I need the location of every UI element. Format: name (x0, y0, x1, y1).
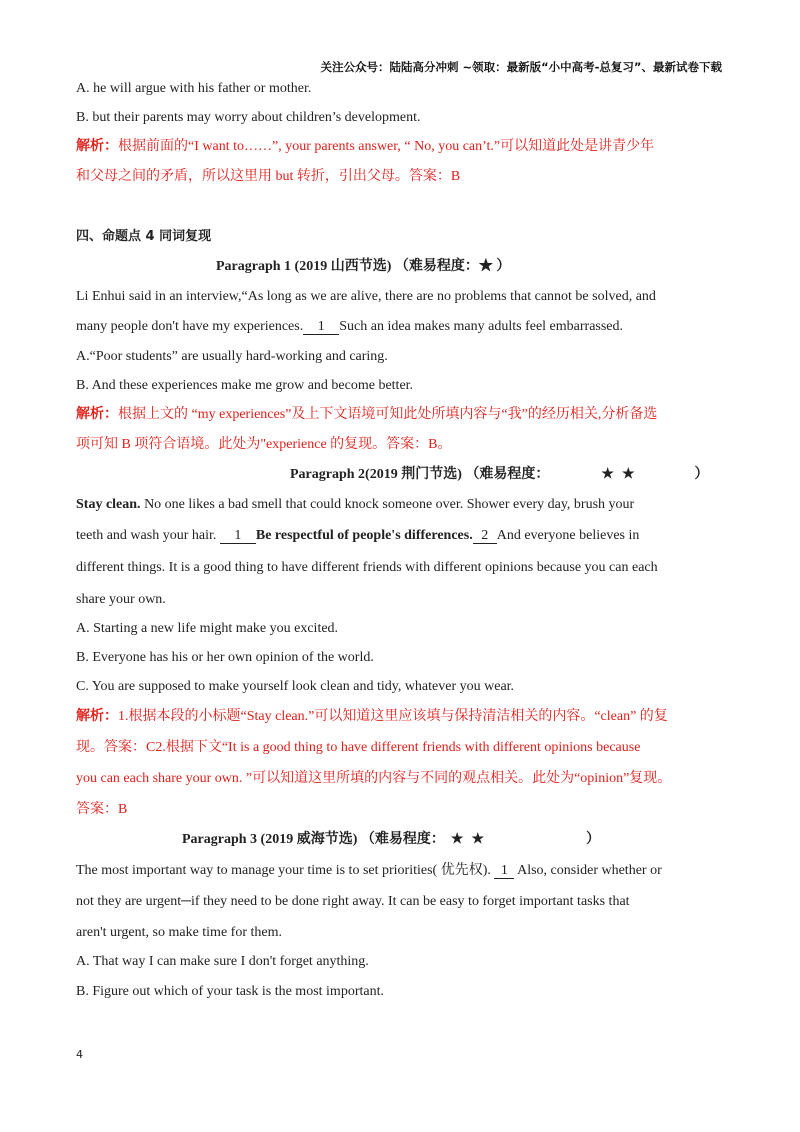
p1-line1: Li Enhui said in an interview,“As long as we are alive, there are no problems that cannot be solved, and (76, 289, 656, 304)
blank-1[interactable]: 1 (494, 864, 514, 879)
p2-line4: share your own. (76, 592, 166, 607)
p2-text: And everyone believes in (496, 528, 640, 543)
p3-text: The most important way to manage your time is to set priorities( 优先权). (76, 863, 495, 878)
p2-title-close: ） (694, 467, 709, 482)
p2-option-b: B. Everyone has his or her own opinion of the world. (76, 650, 374, 665)
p1-line2 (76, 318, 623, 336)
subheading-respect: Be respectful of people's differences. (255, 528, 473, 543)
p2-option-c: C. You are supposed to make yourself look clean and tidy, whatever you wear. (76, 679, 515, 694)
analysis-prev-line2: 和父母之间的矛盾，所以这里用 but 转折，引出父母。答案：B (76, 169, 461, 184)
page-number: 4 (76, 1048, 83, 1061)
p1-text: Such an idea makes many adults feel embarrassed. (339, 319, 624, 334)
p2-analysis-line4: 答案：B (76, 802, 128, 817)
option-b-prev: B. but their parents may worry about children’s development. (76, 110, 421, 125)
p2-line1 (76, 496, 634, 514)
subheading-stay-clean: Stay clean. (76, 497, 141, 512)
section-title: 四、命题点 4 同词复现 (76, 229, 212, 244)
p1-option-b: B. And these experiences make me grow and become better. (76, 378, 414, 393)
paragraph3-title (182, 831, 600, 849)
p3-line2: not they are urgent─if they need to be done right away. It can be easy to forget important tasks that (76, 894, 630, 909)
p1-analysis-line2: 项可知 B 项符合语境。此处为"experience 的复现。答案：B。 (76, 437, 452, 452)
p3-option-b: B. Figure out which of your task is the most important. (76, 984, 384, 999)
difficulty-stars: ★★ (450, 832, 492, 847)
p2-text: teeth and wash your hair. (76, 528, 220, 543)
p2-option-a: A. Starting a new life might make you excited. (76, 621, 339, 636)
jiexi-label: 解析： (76, 407, 118, 422)
p3-title-text: Paragraph 3 (2019 威海节选) （难易程度： (182, 832, 445, 847)
p2-analysis-line1 (76, 708, 668, 726)
p3-title-close: ） (586, 832, 600, 847)
jiexi-label: 解析： (76, 709, 118, 724)
p1-analysis-line1 (76, 406, 657, 424)
analysis-text: 根据上文的 “my experiences”及上下文语境可知此处所填内容与“我”的经历相关,分析备选 (118, 407, 658, 422)
p3-line3: aren't urgent, so make time for them. (76, 925, 282, 940)
p2-text: No one likes a bad smell that could knock someone over. Shower every day, brush your (140, 497, 635, 512)
blank-2[interactable]: 2 (473, 529, 497, 544)
difficulty-stars: ★★ (601, 467, 643, 482)
p2-analysis-line3: you can each share your own. ”可以知道这里所填的内容与不同的观点相关。此处为“opinion”复现。 (76, 771, 672, 786)
p2-line2 (76, 527, 639, 545)
analysis-text: 根据前面的“I want to……”, your parents answer, “ No, you can’t.”可以知道此处是讲青少年 (118, 139, 655, 154)
page-header: 关注公众号：陆陆高分冲刺 ~领取：最新版“小中高考-总复习”、最新试卷下载 (320, 60, 722, 74)
option-a-prev: A. he will argue with his father or mother. (76, 81, 312, 96)
p3-line1 (76, 862, 662, 880)
analysis-text: 1.根据本段的小标题“Stay clean.”可以知道这里应该填与保持清洁相关的内容。“clean” 的复 (118, 709, 668, 724)
p1-text: many people don't have my experiences. (76, 319, 304, 334)
analysis-prev-line1 (76, 138, 654, 156)
p2-line3: different things. It is a good thing to have different friends with different opinions because you can each (76, 560, 658, 575)
p1-option-a: A.“Poor students” are usually hard-working and caring. (76, 349, 388, 364)
blank-1[interactable]: 1 (220, 529, 256, 544)
jiexi-label: 解析： (76, 139, 118, 154)
p3-text: Also, consider whether or (514, 863, 662, 878)
p3-option-a: A. That way I can make sure I don't forget anything. (76, 954, 369, 969)
paragraph2-title (290, 466, 709, 484)
p2-analysis-line2: 现。答案：C2.根据下文“It is a good thing to have different friends with different opinions because (76, 740, 641, 755)
paragraph1-title: Paragraph 1 (2019 山西节选) （难易程度：★ ） (216, 259, 511, 274)
p2-title-text: Paragraph 2(2019 荆门节选) （难易程度： (290, 467, 550, 482)
blank-1[interactable]: 1 (303, 320, 339, 335)
